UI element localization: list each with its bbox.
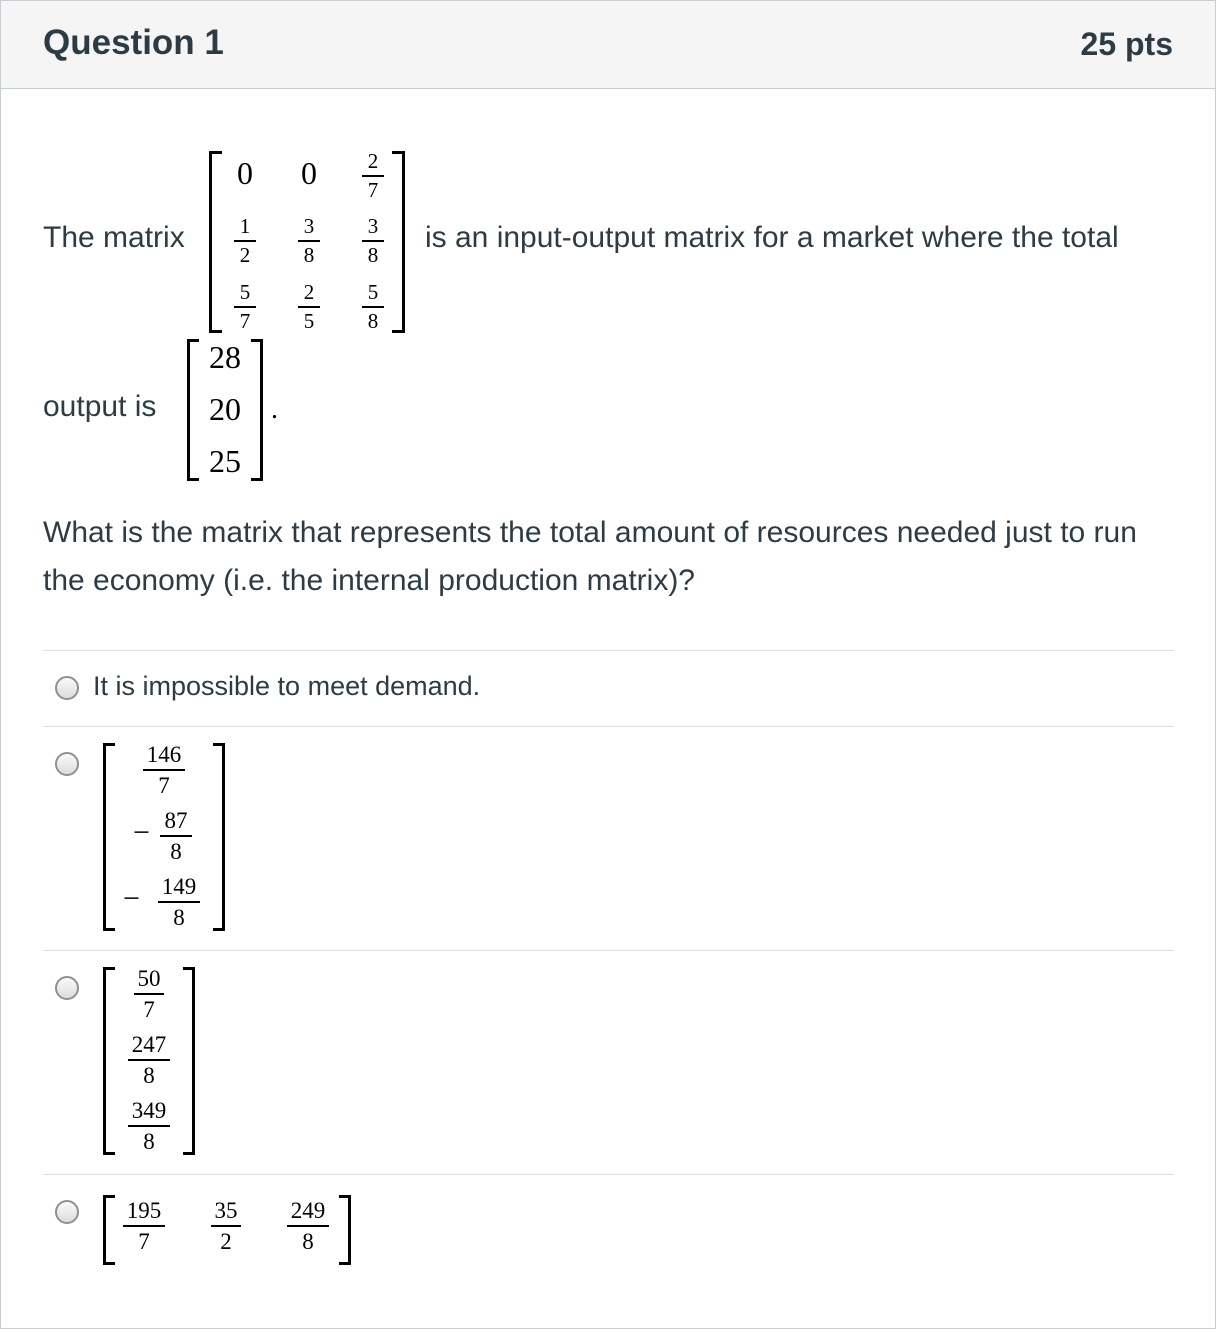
numerator: 35: [214, 1198, 238, 1223]
answer-divider: [43, 950, 1174, 951]
answer-divider: [43, 650, 1174, 651]
answer-3-entry-1: [128, 1033, 170, 1087]
vector-right-bracket: [251, 339, 263, 481]
intro-after-text: is an input-output matrix for a market where the total: [425, 221, 1119, 254]
answer-4-entry-0: [123, 1199, 165, 1253]
question-title: Question 1: [43, 23, 224, 62]
numerator: 5: [367, 280, 379, 304]
answer-2-entry-0: [143, 743, 185, 797]
denominator: 8: [173, 905, 185, 930]
numerator: 146: [146, 742, 182, 767]
answer-1-text[interactable]: It is impossible to meet demand.: [93, 671, 481, 701]
answer-2-entry-2: [158, 875, 200, 929]
denominator: 2: [239, 243, 251, 267]
matrix-right-bracket: [213, 743, 225, 931]
answer-4-radio[interactable]: [55, 1200, 79, 1224]
answer-3-entry-2: [128, 1099, 170, 1153]
denominator: 7: [138, 1229, 150, 1254]
denominator: 8: [143, 1129, 155, 1154]
answer-4-matrix[interactable]: [103, 1195, 351, 1265]
answer-2-entry-1: [160, 809, 192, 863]
answer-4-entry-1: [211, 1199, 241, 1253]
matrix-cell-r2c1: [298, 282, 320, 332]
matrix-left-bracket: [103, 743, 115, 931]
numerator: 195: [126, 1198, 162, 1223]
numerator: 5: [239, 280, 251, 304]
numerator: 149: [161, 874, 197, 899]
answer-3-radio[interactable]: [55, 976, 79, 1000]
denominator: 8: [302, 1229, 314, 1254]
answer-2-matrix[interactable]: [103, 743, 225, 931]
question-header: [1, 1, 1215, 89]
numerator: 247: [131, 1032, 167, 1057]
matrix-cell-r1c1: [298, 216, 320, 266]
vector-left-bracket: [187, 339, 199, 481]
answer-1-radio[interactable]: [55, 676, 79, 700]
denominator: 8: [143, 1063, 155, 1088]
matrix-left-bracket: [209, 151, 222, 333]
denominator: 2: [220, 1229, 232, 1254]
matrix-right-bracket: [183, 967, 195, 1155]
answer-2-radio[interactable]: [55, 752, 79, 776]
matrix-cell-r2c2: [362, 282, 384, 332]
denominator: 7: [143, 997, 155, 1022]
matrix-cell-r2c0: [234, 282, 256, 332]
denominator: 5: [303, 309, 315, 333]
vector-entry-2: 25: [209, 443, 241, 479]
denominator: 8: [170, 839, 182, 864]
numerator: 2: [303, 280, 315, 304]
intro-before-text: The matrix: [43, 221, 185, 254]
denominator: 8: [367, 243, 379, 267]
denominator: 8: [367, 309, 379, 333]
denominator: 7: [158, 773, 170, 798]
numerator: 349: [131, 1098, 167, 1123]
numerator: 2: [367, 149, 379, 173]
answer-2-minus-1: −: [133, 816, 150, 849]
matrix-cell-r1c2: [362, 216, 384, 266]
matrix-cell-r0c1: 0: [301, 155, 317, 191]
numerator: 1: [239, 214, 251, 238]
answer-divider: [43, 726, 1174, 727]
answer-2-minus-2: −: [123, 882, 140, 915]
denominator: 8: [303, 243, 315, 267]
output-vector: [187, 339, 263, 481]
numerator: 87: [164, 808, 188, 833]
matrix-cell-r0c2: [362, 151, 384, 201]
answer-3-matrix[interactable]: [103, 967, 195, 1155]
matrix-cell-r1c0: [234, 216, 256, 266]
question-prompt: What is the matrix that represents the total amount of resources needed just to run the economy (i.e. the internal production matrix)?: [43, 516, 1137, 597]
input-matrix: [209, 151, 405, 333]
answer-3-entry-0: [134, 967, 164, 1021]
matrix-cell-r0c0: 0: [237, 155, 253, 191]
denominator: 7: [367, 178, 379, 202]
question-points: 25 pts: [1080, 26, 1173, 62]
numerator: 3: [367, 214, 379, 238]
matrix-right-bracket: [392, 151, 405, 333]
denominator: 7: [239, 309, 251, 333]
numerator: 50: [137, 966, 161, 991]
answer-4-entry-2: [287, 1199, 329, 1253]
matrix-right-bracket: [339, 1195, 351, 1265]
numerator: 3: [303, 214, 315, 238]
period: .: [271, 394, 278, 425]
numerator: 249: [290, 1198, 326, 1223]
answer-divider: [43, 1174, 1174, 1175]
matrix-left-bracket: [103, 1195, 115, 1265]
output-label: output is: [43, 390, 157, 423]
vector-entry-1: 20: [209, 391, 241, 427]
matrix-left-bracket: [103, 967, 115, 1155]
vector-entry-0: 28: [209, 339, 241, 375]
